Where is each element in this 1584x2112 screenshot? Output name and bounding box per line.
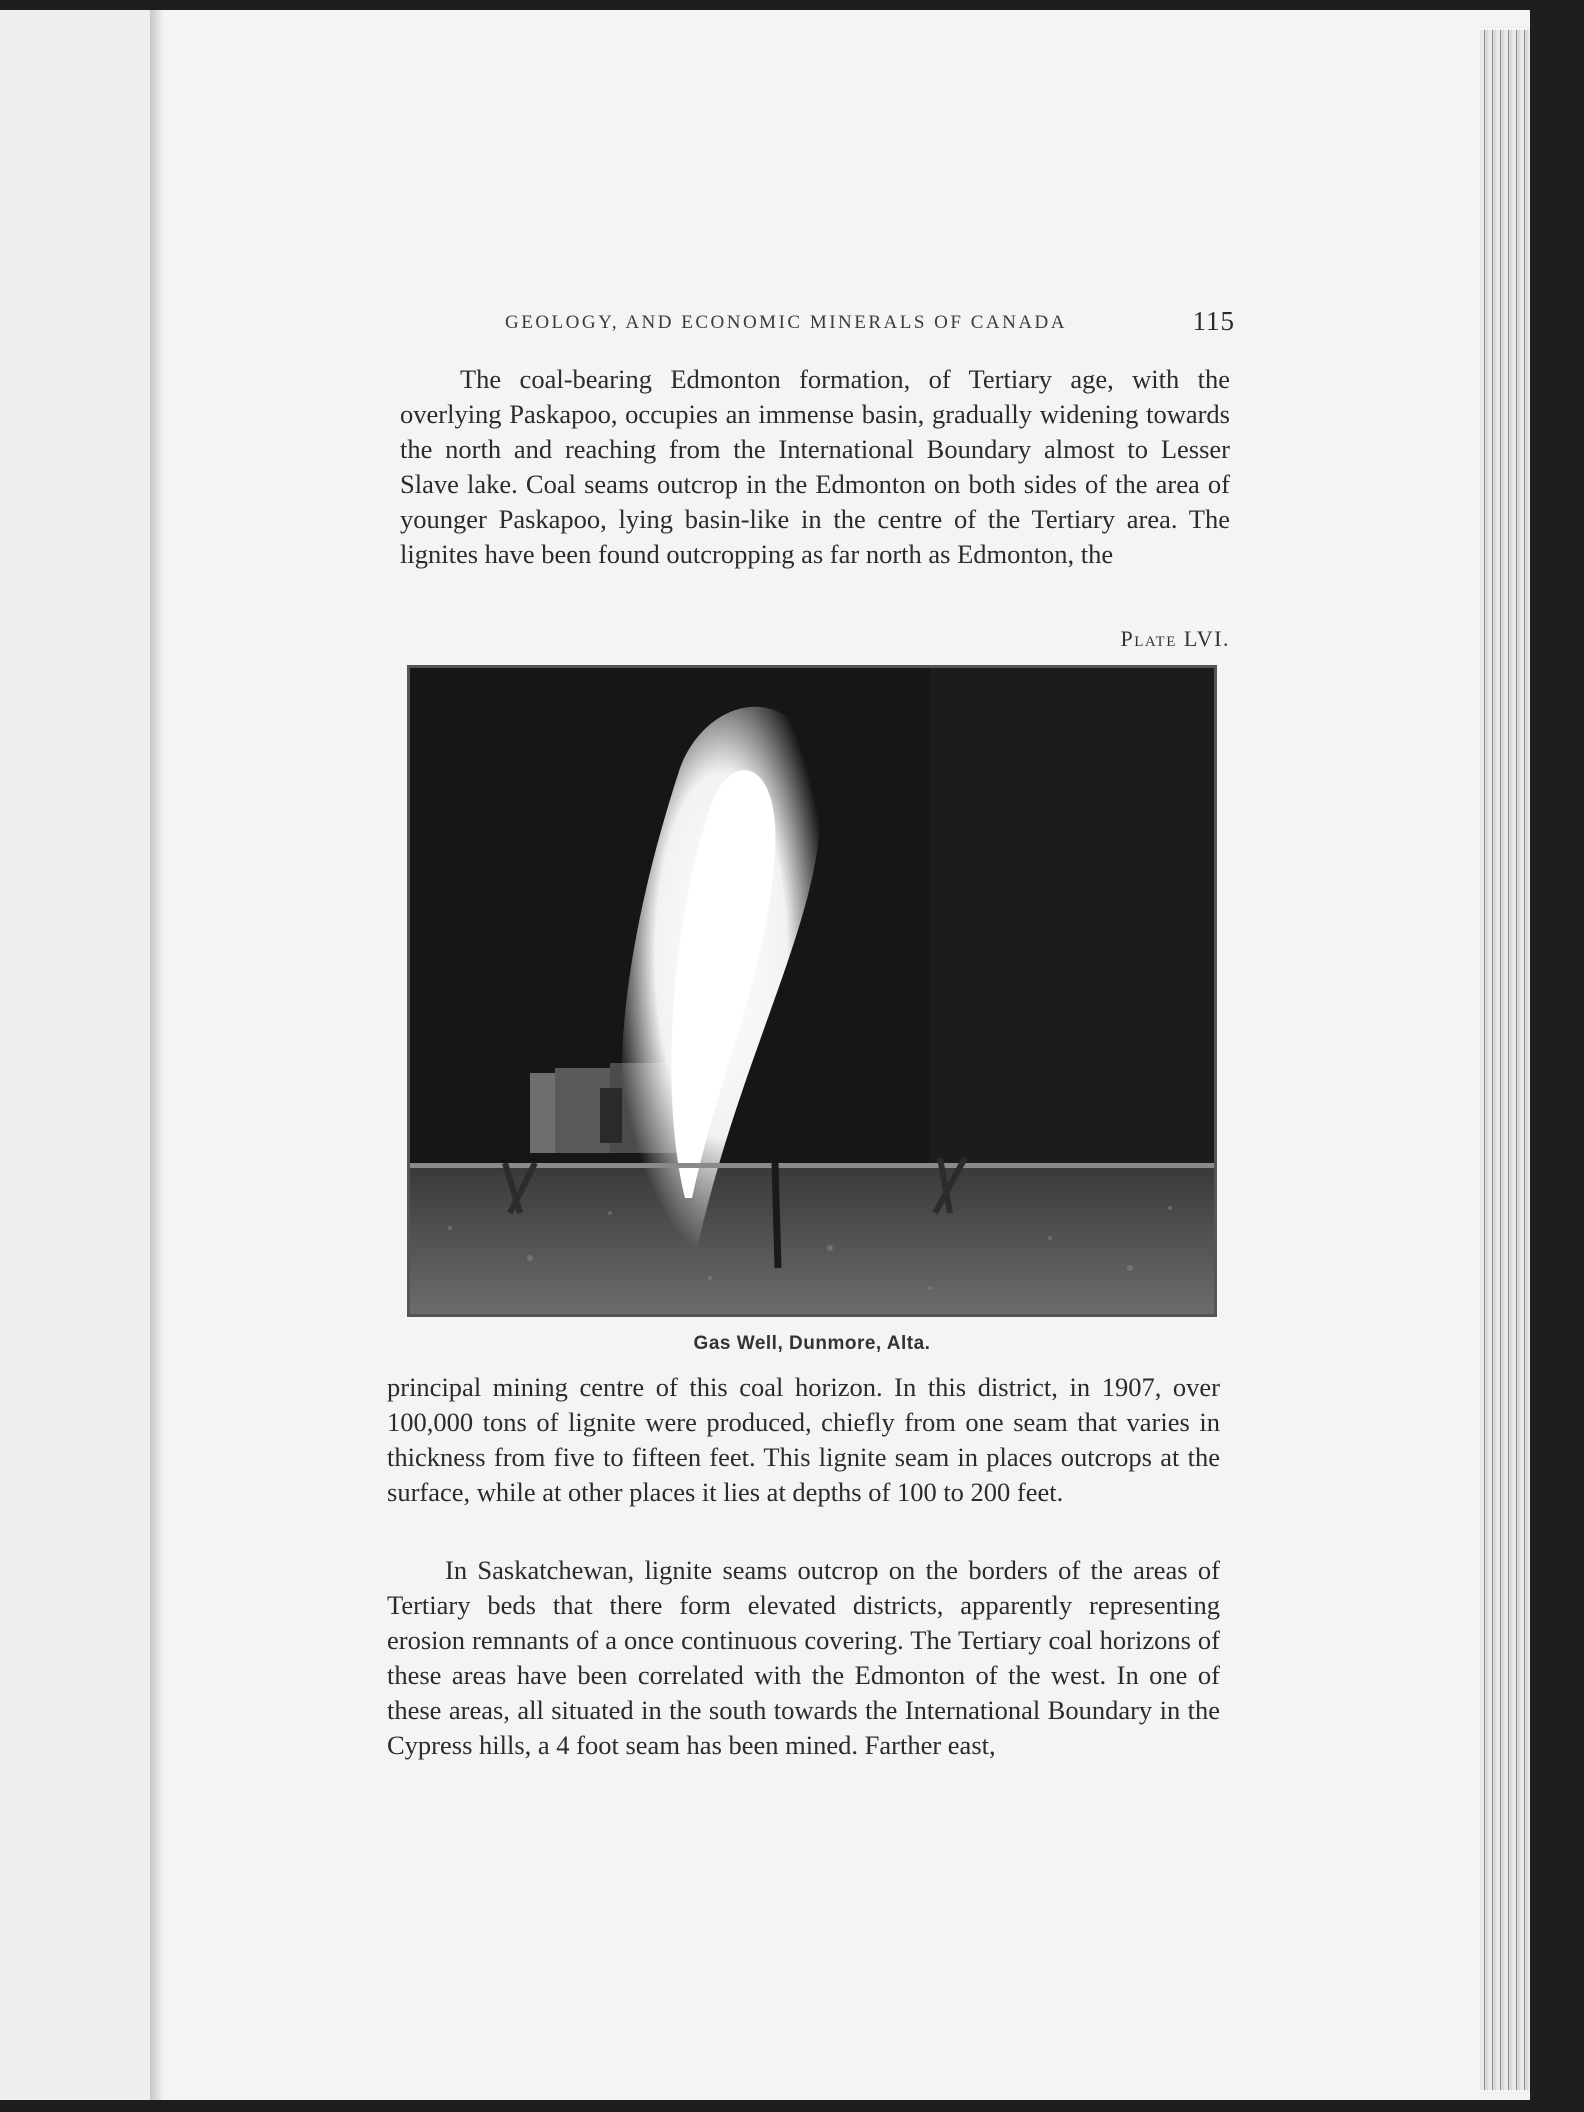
page-number: 115 — [1192, 306, 1235, 336]
paragraph-saskatchewan: In Saskatchewan, lignite seams outcrop on the borders of the areas of Tertiary beds that there form elevated districts, apparently representing erosion remnants of a once continuous covering. The Tertiary coal horizons of these areas have been correlated with the Edmonton of the west. In one of these areas, all situated in the south towards the International Boundary in the Cypress hills, a 4 foot seam has been mined. Farther east, — [387, 1555, 1220, 1760]
running-title: GEOLOGY, AND ECONOMIC MINERALS OF CANADA — [505, 312, 1068, 333]
paragraph-edmonton-formation: The coal-bearing Edmonton formation, of Tertiary age, with the overlying Paskapoo, occupies an immense basin, gradually widening towards the north and reaching from the International Boundary almost to Lesser Slave lake. Coal seams outcrop in the Edmonton on both sides of the area of younger Paskapoo, lying basin-like in the centre of the Tertiary area. The lignites have been found outcropping as far north as Edmonton, the — [400, 364, 1230, 569]
photo-caption: Gas Well, Dunmore, Alta. — [693, 1333, 931, 1354]
gas-well-photograph — [407, 665, 1217, 1317]
plate-label: Plate LVI. — [1120, 626, 1230, 651]
facing-page-margin — [0, 10, 154, 2100]
photo-illustration — [410, 668, 1214, 1314]
binding-shadow — [150, 10, 164, 2100]
paragraph-lignite-production: principal mining centre of this coal horizon. In this district, in 1907, over 100,000 tons of lignite were produced, chiefly from one seam that varies in thickness from five to fifteen feet. This lignite seam in places outcrops at the surface, while at other places it lies at depths of 100 to 200 feet. — [387, 1372, 1220, 1507]
book-page-edges — [1480, 30, 1530, 2090]
